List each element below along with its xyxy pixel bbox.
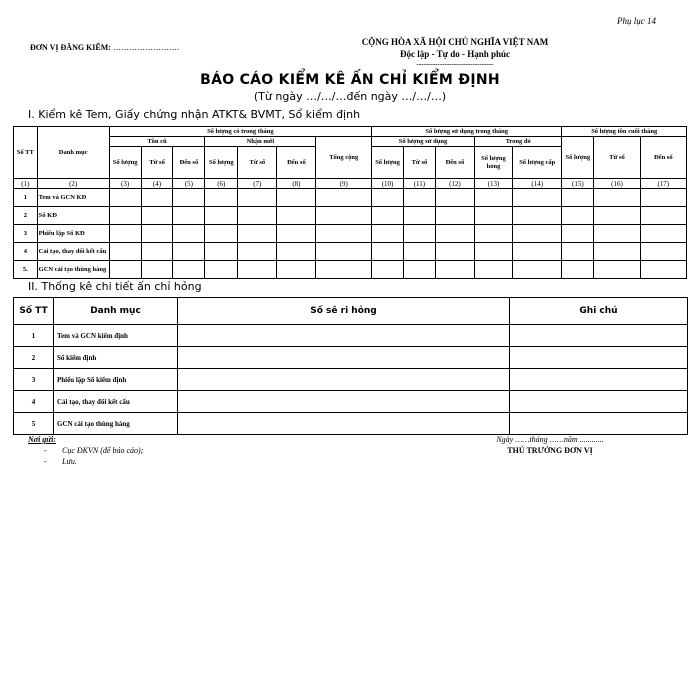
recipients-block [28,434,143,467]
recipient-item: - Lưu. [44,457,77,466]
col-number: (13) [474,179,512,189]
serial-cell[interactable] [178,347,510,369]
national-header [300,36,610,68]
serial-cell[interactable] [178,413,510,435]
col-nhan-moi-den-so-header: Đến số [277,147,316,179]
table-row [14,189,687,207]
section-2-heading: II. Thống kê chi tiết ấn chỉ hỏng [28,280,202,293]
row-stt: 1 [14,189,38,207]
sub-ton-cu-header: Tồn cũ [109,137,205,147]
note-cell[interactable] [510,369,688,391]
table-row [14,325,688,347]
table-row [14,225,687,243]
col-number: (12) [435,179,474,189]
note-cell[interactable] [510,413,688,435]
col-number: (17) [640,179,686,189]
col-number: (4) [141,179,173,189]
note-cell[interactable] [510,325,688,347]
col-number: (8) [277,179,316,189]
sub-trong-do-header: Trong đó [474,137,561,147]
unit-blank: ……………………. [112,43,179,52]
row-stt: 1 [14,325,54,347]
col-ton-cu-tu-so-header: Từ số [141,147,173,179]
table-row [14,243,687,261]
col-ghi-chu-header: Ghi chú [510,298,688,325]
col-danh-muc-header: Danh mục [54,298,178,325]
row-stt: 3 [14,225,38,243]
report-period: (Từ ngày …/…/…đến ngày …/…/…) [253,90,447,103]
recipients-heading: Nơi gửi: [28,435,56,444]
col-su-dung-tu-so-header: Từ số [403,147,435,179]
col-so-luong-hong-header: Số lượng hỏng [474,147,512,179]
table-row [14,207,687,225]
row-label: Phiếu lập Sổ KĐ [37,225,109,243]
recipient-text: Lưu. [62,457,77,466]
table-row [14,347,688,369]
note-cell[interactable] [510,347,688,369]
col-so-seri-header: Số sê ri hỏng [178,298,510,325]
row-label: Cải tạo, thay đổi kết cấu [37,243,109,261]
row-label: Sổ kiểm định [54,347,178,369]
col-number: (7) [238,179,277,189]
sub-nhan-moi-header: Nhận mới [205,137,316,147]
col-number: (16) [594,179,640,189]
col-danh-muc-header: Danh mục [37,127,109,179]
reporting-unit [30,43,179,52]
signature-block [440,434,660,456]
row-stt: 5. [14,261,38,279]
col-end-tu-so-header: Từ số [594,137,640,179]
row-label: Sổ KĐ [37,207,109,225]
col-so-luong-cap-header: Số lượng cấp [513,147,562,179]
col-number: (14) [513,179,562,189]
motto: Độc lập - Tự do - Hạnh phúc [399,49,510,59]
col-number: (11) [403,179,435,189]
row-stt: 4 [14,391,54,413]
col-number: (2) [37,179,109,189]
col-number: (9) [316,179,372,189]
table-row [14,391,688,413]
serial-cell[interactable] [178,369,510,391]
row-stt: 2 [14,347,54,369]
section-1-heading: I. Kiểm kê Tem, Giấy chứng nhận ATKT& BVMT, Sổ kiểm định [28,108,361,121]
table-row [14,261,687,279]
col-ton-cu-den-so-header: Đến số [173,147,205,179]
unit-label: ĐƠN VỊ ĐĂNG KIỂM: [30,43,111,52]
group-used-header: Số lượng sử dụng trong tháng [372,127,562,137]
sub-su-dung-header: Số lượng sử dụng [372,137,475,147]
motto-rule: --------------------------------- [416,60,494,68]
col-su-dung-so-luong-header: Số lượng [372,147,404,179]
row-stt: 3 [14,369,54,391]
col-nhan-moi-so-luong-header: Số lượng [205,147,238,179]
report-title: BÁO CÁO KIỂM KÊ ẤN CHỈ KIỂM ĐỊNH [200,72,500,88]
col-end-so-luong-header: Số lượng [562,137,594,179]
col-number: (1) [14,179,38,189]
serial-cell[interactable] [178,391,510,413]
table-row [14,369,688,391]
date-line: Ngày ……tháng ……năm ............ [496,435,604,444]
group-end-header: Số lượng tồn cuối tháng [562,127,687,137]
recipient-text: Cục ĐKVN (để báo cáo); [62,446,144,455]
col-nhan-moi-tu-so-header: Từ số [238,147,277,179]
col-number: (5) [173,179,205,189]
row-label: GCN cải tạo thùng hàng [37,261,109,279]
table-row [14,413,688,435]
col-end-den-so-header: Đến số [640,137,686,179]
col-number: (6) [205,179,238,189]
col-ton-cu-so-luong-header: Số lượng [109,147,141,179]
national-name: CỘNG HÒA XÃ HỘI CHỦ NGHĨA VIỆT NAM [361,37,549,47]
row-label: GCN cải tạo thùng hàng [54,413,178,435]
col-number: (10) [372,179,404,189]
col-number: (3) [109,179,141,189]
row-stt: 2 [14,207,38,225]
note-cell[interactable] [510,391,688,413]
col-stt-header: Số TT [14,127,38,179]
recipient-item: - Cục ĐKVN (để báo cáo); [44,446,144,455]
row-stt: 4 [14,243,38,261]
row-label: Cải tạo, thay đổi kết cấu [54,391,178,413]
row-label: Phiếu lập Sổ kiểm định [54,369,178,391]
col-stt-header: Số TT [14,298,54,325]
serial-cell[interactable] [178,325,510,347]
appendix-label: Phụ lục 14 [617,16,656,26]
col-tong-cong-header: Tổng cộng [316,137,372,179]
row-label: Tem và GCN kiểm định [54,325,178,347]
row-stt: 5 [14,413,54,435]
row-label: Tem và GCN KĐ [37,189,109,207]
inventory-table [13,126,687,279]
col-su-dung-den-so-header: Đến số [435,147,474,179]
damaged-items-table [13,297,688,435]
col-number: (15) [562,179,594,189]
signer-title: THỦ TRƯỞNG ĐƠN VỊ [507,446,593,455]
group-received-header: Số lượng có trong tháng [109,127,371,137]
